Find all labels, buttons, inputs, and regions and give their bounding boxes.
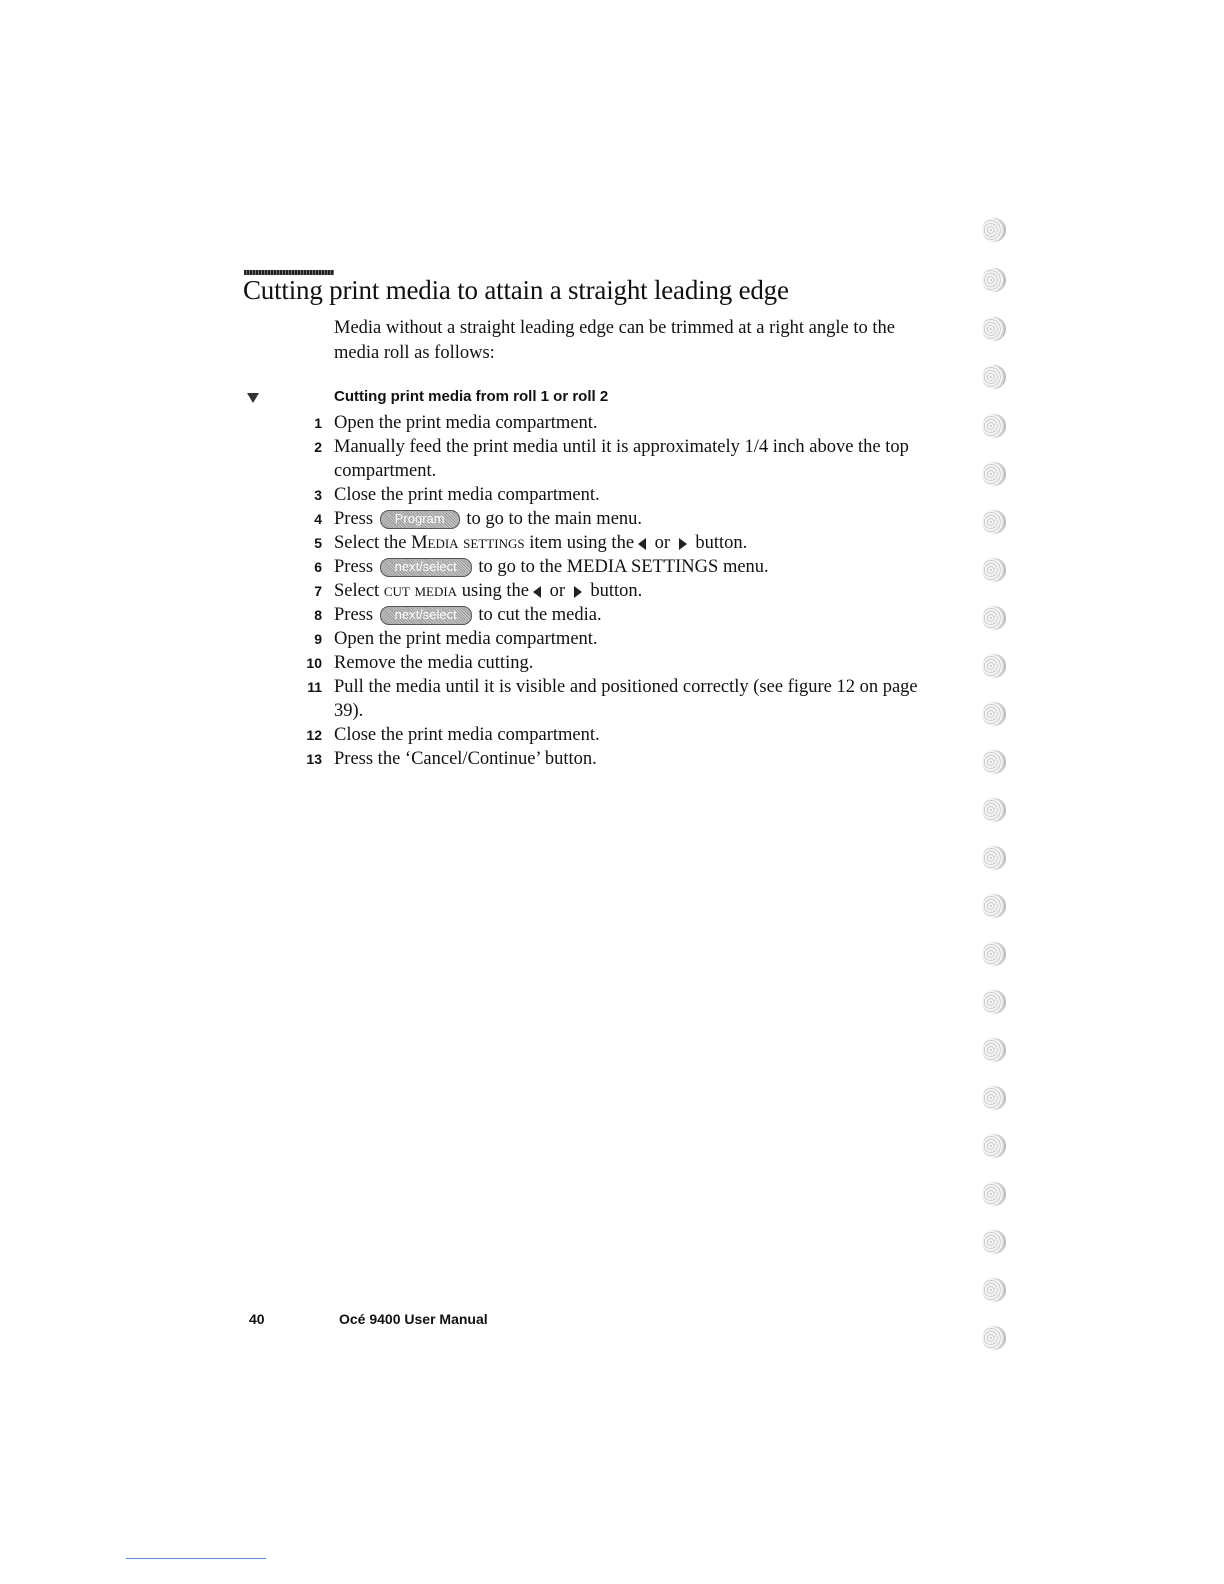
procedure-marker-icon: [247, 393, 259, 403]
binder-hole-icon: [982, 750, 1006, 774]
steps-list: [300, 411, 940, 771]
binder-hole-icon: [982, 702, 1006, 726]
step-7: [300, 579, 940, 603]
manual-title: Océ 9400 User Manual: [339, 1311, 488, 1327]
binder-hole-icon: [982, 606, 1006, 630]
binder-hole-icon: [982, 1326, 1006, 1350]
step-text: Press the ‘Cancel/Continue’ button.: [334, 749, 597, 769]
right-arrow-icon: [679, 538, 687, 550]
step-1: [300, 411, 940, 435]
binder-hole-icon: [982, 942, 1006, 966]
step-12: [300, 723, 940, 747]
step-text: Pull the media until it is visible and positioned correctly (see figure 12 on page 39).: [334, 677, 918, 721]
step-2: [300, 435, 940, 483]
step-number: 4: [314, 511, 322, 527]
next-select-key-icon: next/select: [380, 558, 472, 577]
bottom-divider: [126, 1558, 266, 1559]
step-number: 11: [307, 679, 322, 695]
binder-hole-icon: [982, 268, 1006, 292]
step-text: to cut the media.: [478, 605, 602, 625]
binder-hole-icon: [982, 558, 1006, 582]
binder-hole-icon: [982, 1182, 1006, 1206]
step-number: 10: [306, 655, 322, 671]
step-text: Open the print media compartment.: [334, 629, 598, 649]
step-number: 1: [314, 415, 322, 431]
step-13: [300, 747, 940, 771]
step-number: 8: [314, 607, 322, 623]
or-word: or: [549, 581, 566, 601]
step-text-pre: to go to the: [478, 557, 563, 577]
step-text: Close the print media compartment.: [334, 485, 600, 505]
step-text-post: button.: [695, 533, 748, 553]
program-key-icon: Program: [380, 510, 460, 529]
menu-term: MEDIA SETTINGS: [566, 557, 719, 577]
binder-hole-icon: [982, 218, 1006, 242]
step-11: [300, 675, 940, 723]
step-text-post: button.: [590, 581, 643, 601]
page-number: 40: [249, 1311, 265, 1327]
step-5: [300, 531, 940, 555]
step-text: Close the print media compartment.: [334, 725, 600, 745]
step-text-pre: Select the: [334, 533, 407, 553]
binder-hole-icon: [982, 798, 1006, 822]
menu-term: cut media: [383, 581, 458, 601]
left-arrow-icon: [638, 538, 646, 550]
binder-hole-icon: [982, 1230, 1006, 1254]
step-4: [300, 507, 940, 531]
binder-hole-icon: [982, 462, 1006, 486]
step-text: Manually feed the print media until it is approximately 1/4 inch above the top compartment.: [334, 437, 909, 481]
step-6: [300, 555, 940, 579]
step-number: 9: [314, 631, 322, 647]
next-select-key-icon: next/select: [380, 606, 472, 625]
step-9: [300, 627, 940, 651]
step-text: Remove the media cutting.: [334, 653, 534, 673]
step-number: 6: [314, 559, 322, 575]
menu-term: Media settings: [411, 533, 525, 553]
binder-hole-icon: [982, 510, 1006, 534]
step-number: 2: [314, 439, 322, 455]
binder-hole-icon: [982, 654, 1006, 678]
binder-hole-icon: [982, 1134, 1006, 1158]
binder-hole-icon: [982, 414, 1006, 438]
section-title: Cutting print media to attain a straight leading edge: [243, 275, 789, 305]
press-word: Press: [334, 557, 374, 577]
left-arrow-icon: [533, 586, 541, 598]
step-8: [300, 603, 940, 627]
right-arrow-icon: [574, 586, 582, 598]
step-number: 5: [314, 535, 322, 551]
binder-hole-icon: [982, 990, 1006, 1014]
step-text-mid: item using the: [529, 533, 635, 553]
step-number: 13: [306, 751, 322, 767]
press-word: Press: [334, 605, 374, 625]
press-word: Press: [334, 509, 374, 529]
step-number: 7: [314, 583, 322, 599]
binder-holes: [982, 218, 1012, 1358]
binder-hole-icon: [982, 894, 1006, 918]
step-10: [300, 651, 940, 675]
step-text: to go to the main menu.: [466, 509, 643, 529]
binder-hole-icon: [982, 1278, 1006, 1302]
procedure-title: Cutting print media from roll 1 or roll 2: [334, 388, 609, 405]
step-text-post: menu.: [722, 557, 769, 577]
binder-hole-icon: [982, 846, 1006, 870]
or-word: or: [654, 533, 671, 553]
binder-hole-icon: [982, 317, 1006, 341]
binder-hole-icon: [982, 365, 1006, 389]
intro-paragraph: Media without a straight leading edge can be trimmed at a right angle to the media roll as follows:: [334, 318, 895, 363]
step-text-mid: using the: [461, 581, 530, 601]
step-3: [300, 483, 940, 507]
binder-hole-icon: [982, 1038, 1006, 1062]
step-text: Open the print media compartment.: [334, 413, 598, 433]
step-number: 3: [314, 487, 322, 503]
binder-hole-icon: [982, 1086, 1006, 1110]
select-word: Select: [334, 581, 380, 601]
step-number: 12: [306, 727, 322, 743]
